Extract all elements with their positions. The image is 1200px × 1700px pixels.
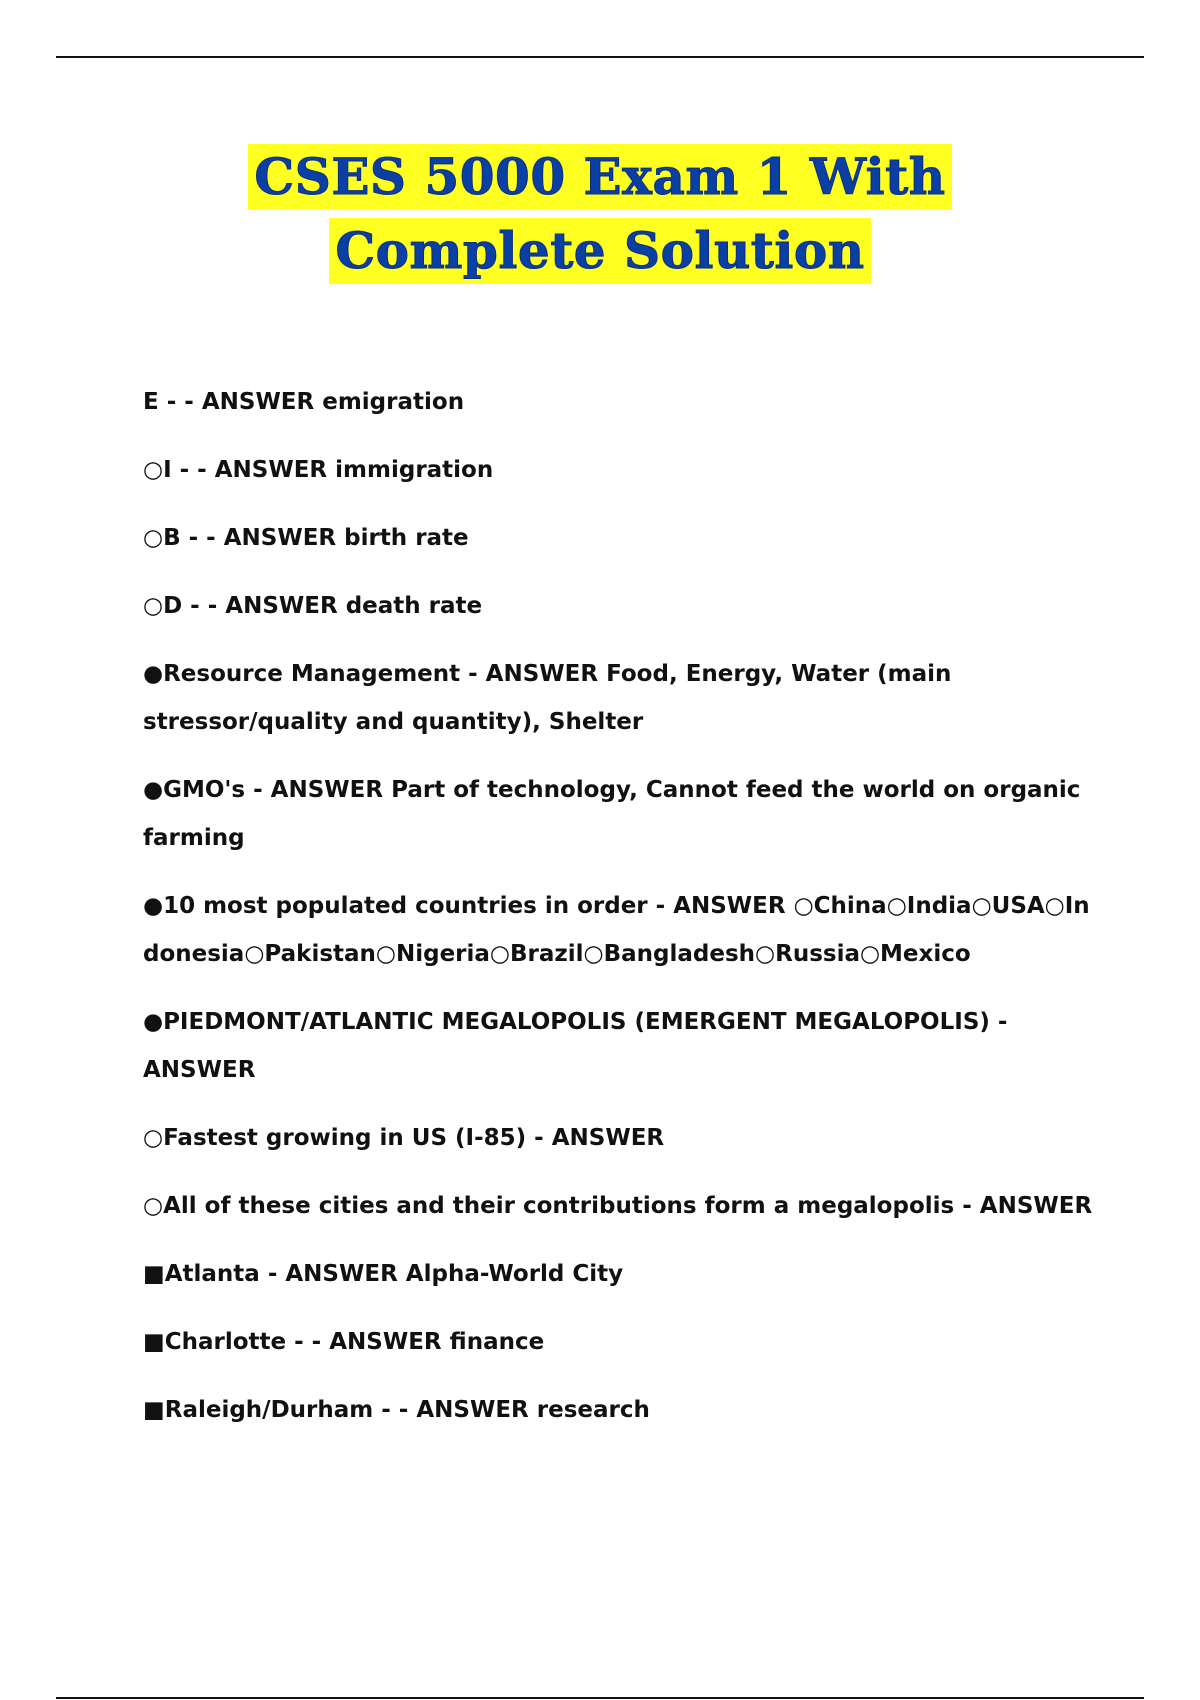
qa-item: ○D - - ANSWER death rate: [143, 593, 483, 619]
qa-item: ○All of these cities and their contributions form a megalopolis - ANSWER: [143, 1193, 1093, 1219]
qa-item: ○B - - ANSWER birth rate: [143, 525, 469, 551]
qa-item: ○Fastest growing in US (I-85) - ANSWER: [143, 1125, 665, 1151]
top-rule: [56, 56, 1144, 58]
bottom-rule: [56, 1697, 1144, 1699]
qa-item: ●Resource Management - ANSWER Food, Energy, Water (main stressor/quality and quantity), Shelter: [143, 661, 952, 735]
qa-item: ●10 most populated countries in order - ANSWER ○China○India○USA○Indonesia○Pakistan○Nigeria○Brazil○Bangladesh○Russia○Mexico: [143, 893, 1090, 967]
qa-item: ■Atlanta - ANSWER Alpha-World City: [143, 1261, 624, 1287]
qa-list: [143, 378, 1103, 1454]
title-line-1: CSES 5000 Exam 1 With: [248, 144, 951, 210]
qa-item: ■Raleigh/Durham - - ANSWER research: [143, 1397, 650, 1423]
qa-item: E - - ANSWER emigration: [143, 389, 465, 415]
document-title: [0, 140, 1200, 288]
qa-item: ●GMO's - ANSWER Part of technology, Cannot feed the world on organic farming: [143, 777, 1081, 851]
qa-item: ■Charlotte - - ANSWER finance: [143, 1329, 545, 1355]
title-line-2: Complete Solution: [329, 218, 870, 284]
qa-item: ●PIEDMONT/ATLANTIC MEGALOPOLIS (EMERGENT MEGALOPOLIS) - ANSWER: [143, 1009, 1008, 1083]
qa-item: ○I - - ANSWER immigration: [143, 457, 494, 483]
